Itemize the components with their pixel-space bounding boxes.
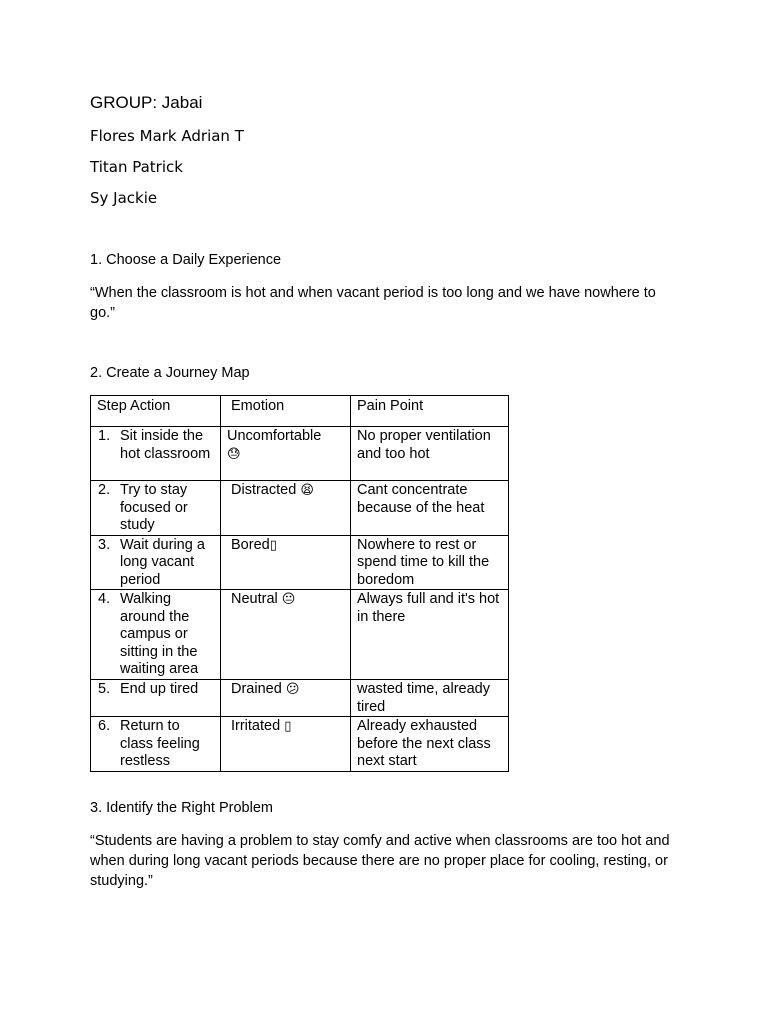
pain-cell: Already exhausted before the next class next start [351, 717, 509, 772]
missing-glyph-icon: ▯ [284, 719, 292, 734]
step-cell: 2. Try to stay focused or study [91, 481, 221, 536]
pain-cell: Cant concentrate because of the heat [351, 481, 509, 536]
section-1-heading: 1. Choose a Daily Experience [90, 252, 282, 268]
pain-cell: No proper ventilation and too hot [351, 427, 509, 481]
confused-face-icon: 😕 [285, 682, 300, 697]
group-title: GROUP: Jabai [90, 93, 203, 112]
member-name: Flores Mark Adrian T [90, 127, 244, 145]
emotion-cell: Distracted 😫 [221, 481, 351, 536]
sweat-face-icon: 😓 [227, 446, 241, 462]
step-cell: 3. Wait during a long vacant period [91, 535, 221, 590]
tired-face-icon: 😫 [300, 483, 314, 498]
table-row [91, 717, 509, 772]
table-header-row [91, 396, 509, 427]
table-row [91, 427, 509, 481]
missing-glyph-icon: ▯ [269, 537, 277, 553]
table-row [91, 535, 509, 590]
emotion-cell: Irritated ▯ [221, 717, 351, 772]
pain-cell: Always full and it's hot in there [351, 590, 509, 680]
neutral-face-icon: 😐 [281, 592, 296, 607]
table-row [91, 680, 509, 717]
step-cell: 5. End up tired [91, 680, 221, 717]
section-3-heading: 3. Identify the Right Problem [90, 800, 273, 816]
emotion-cell: Uncomfortable 😓 [221, 427, 351, 481]
step-cell: 4. Walking around the campus or sitting in the waiting area [91, 590, 221, 680]
journey-map-table [90, 395, 509, 772]
emotion-cell: Neutral 😐 [221, 590, 351, 680]
header-emotion: Emotion [221, 396, 351, 427]
emotion-cell: Bored▯ [221, 535, 351, 590]
problem-statement-quote: “Students are having a problem to stay comfy and active when classrooms are too hot and when during long vacant periods because there are no proper place for cooling, resting, or studying.” [90, 833, 670, 889]
header-pain-point: Pain Point [351, 396, 509, 427]
pain-cell: wasted time, already tired [351, 680, 509, 717]
step-cell: 6. Return to class feeling restless [91, 717, 221, 772]
pain-cell: Nowhere to rest or spend time to kill the boredom [351, 535, 509, 590]
table-row [91, 481, 509, 536]
member-name: Sy Jackie [90, 189, 158, 207]
section-2-heading: 2. Create a Journey Map [90, 365, 250, 381]
header-step-action: Step Action [91, 396, 221, 427]
step-cell: 1. Sit inside the hot classroom [91, 427, 221, 481]
emotion-cell: Drained 😕 [221, 680, 351, 717]
member-name: Titan Patrick [90, 158, 183, 176]
table-row [91, 590, 509, 680]
daily-experience-quote: “When the classroom is hot and when vacant period is too long and we have nowhere to go.” [90, 285, 656, 321]
